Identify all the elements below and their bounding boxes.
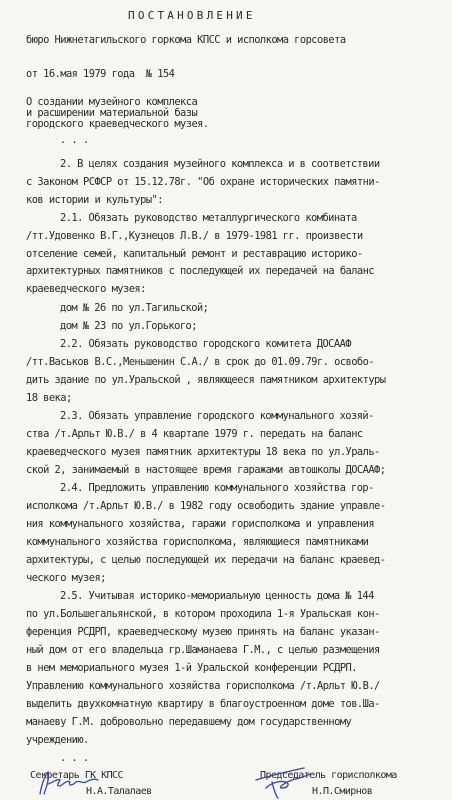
signatory-left-title: Секретарь ГК КПСС [30, 770, 123, 781]
subject-line: О создании музейного комплекса [26, 96, 198, 108]
paragraph-line: ческого музея; [26, 572, 106, 584]
paragraph-line: Управлению коммунального хозяйства горисполкома /т.Арльт Ю.В./ [26, 680, 380, 692]
ellipsis-top: . . . [60, 134, 89, 146]
paragraph-line: отселение семей, капитальный ремонт и реставрацию историко- [26, 248, 363, 260]
paragraph-line: с Законом РСФСР от 15.12.78г. "Об охране исторических памятни- [26, 176, 380, 188]
paragraph-line: дить здание по ул.Уральской , являющееся памятником архитектуры [26, 374, 386, 386]
paragraph-line: исполкома /т.Арльт Ю.В./ в 1982 году освободить здание управле- [26, 500, 386, 512]
subject-line: городского краеведческого музея. [26, 118, 209, 130]
paragraph-line: ференция РСДРП, краеведческому музею принять на баланс указан- [26, 626, 380, 638]
paragraph-line: 2.5. Учитывая историко-мемориальную ценность дома № 144 [60, 590, 374, 602]
ellipsis-bottom: . . . [60, 752, 89, 764]
date-number-line: от 16.мая 1979 года № 154 [26, 68, 175, 80]
paragraph-line: 18 века; [26, 392, 72, 404]
paragraph-line: коммунального хозяйства горисполкома, являющиеся памятниками [26, 536, 369, 548]
paragraph-line: /тт.Васьков В.С.,Меньшенин С.А./ в срок до 01.09.79г. освобо- [26, 356, 375, 368]
left-handwritten-signature [34, 764, 104, 800]
paragraph-line: по ул.Большегальянской, в котором проходила 1-я Уральская кон- [26, 608, 380, 620]
paragraph-line: /тт.Удовенко В.Г.,Кузнецов Л.В./ в 1979-1981 гг. произвести [26, 230, 363, 242]
document-subtitle: бюро Нижнетагильского горкома КПСС и исполкома горсовета [26, 34, 346, 46]
right-handwritten-signature [252, 758, 312, 800]
paragraph-line: краеведческого музея: [26, 283, 146, 295]
paragraph-line: 2.3. Обязать управление городского коммунального хозяй- [60, 410, 374, 422]
signatory-left-name: Н.А.Талалаев [86, 786, 152, 797]
document-title: ПОСТАНОВЛЕНИЕ [128, 9, 256, 22]
paragraph-line: дом № 26 по ул.Тагильской; [60, 302, 209, 314]
paragraph-line: ния коммунального хозяйства, гаражи горисполкома и управления [26, 518, 375, 530]
paragraph-line: 2.4. Предложить управлению коммунального хозяйства гор- [60, 482, 374, 494]
paragraph-line: ской 2, занимаемый в настоящее время гаражами автошколы ДОСААФ; [26, 464, 386, 476]
subject-line: и расширении материальной базы [26, 107, 198, 119]
paragraph-line: дом № 23 по ул.Горького; [60, 320, 197, 332]
paragraph-line: учреждению. [26, 734, 89, 746]
paragraph-line: в нем мемориального музея 1-й Уральской конференции РСДРП. [26, 662, 357, 674]
paragraph-line: 2. В целях создания музейного комплекса и в соответствии [60, 158, 380, 170]
paragraph-line: 2.2. Обязать руководство городского комитета ДОСААФ [60, 338, 351, 350]
paragraph-line: ный дом от его владельца гр.Шаманаева Г.М., с целью размещения [26, 644, 380, 656]
paragraph-line: выделить двухкомнатную квартиру в благоустроенном доме тов.Ша- [26, 698, 380, 710]
paragraph-line: ков истории и культуры": [26, 194, 163, 206]
paragraph-line: краеведческого музея памятник архитектуры 18 века по ул.Ураль- [26, 446, 380, 458]
paragraph-line: 2.1. Обязать руководство металлургического комбината [60, 212, 357, 224]
paragraph-line: манаеву Г.М. добровольно передавшему дом государственному [26, 716, 352, 728]
paragraph-line: ства /т.Арльт Ю.В./ в 4 квартале 1979 г. передать на баланс [26, 428, 363, 440]
signatory-right-title: Председатель горисполкома [260, 770, 397, 781]
paragraph-line: архитектурных памятников с последующей их передачей на баланс [26, 265, 375, 277]
signatory-right-name: Н.П.Смирнов [312, 786, 373, 797]
paragraph-line: архитектуры, с целью последующей их передачи на баланс краевед- [26, 554, 386, 566]
